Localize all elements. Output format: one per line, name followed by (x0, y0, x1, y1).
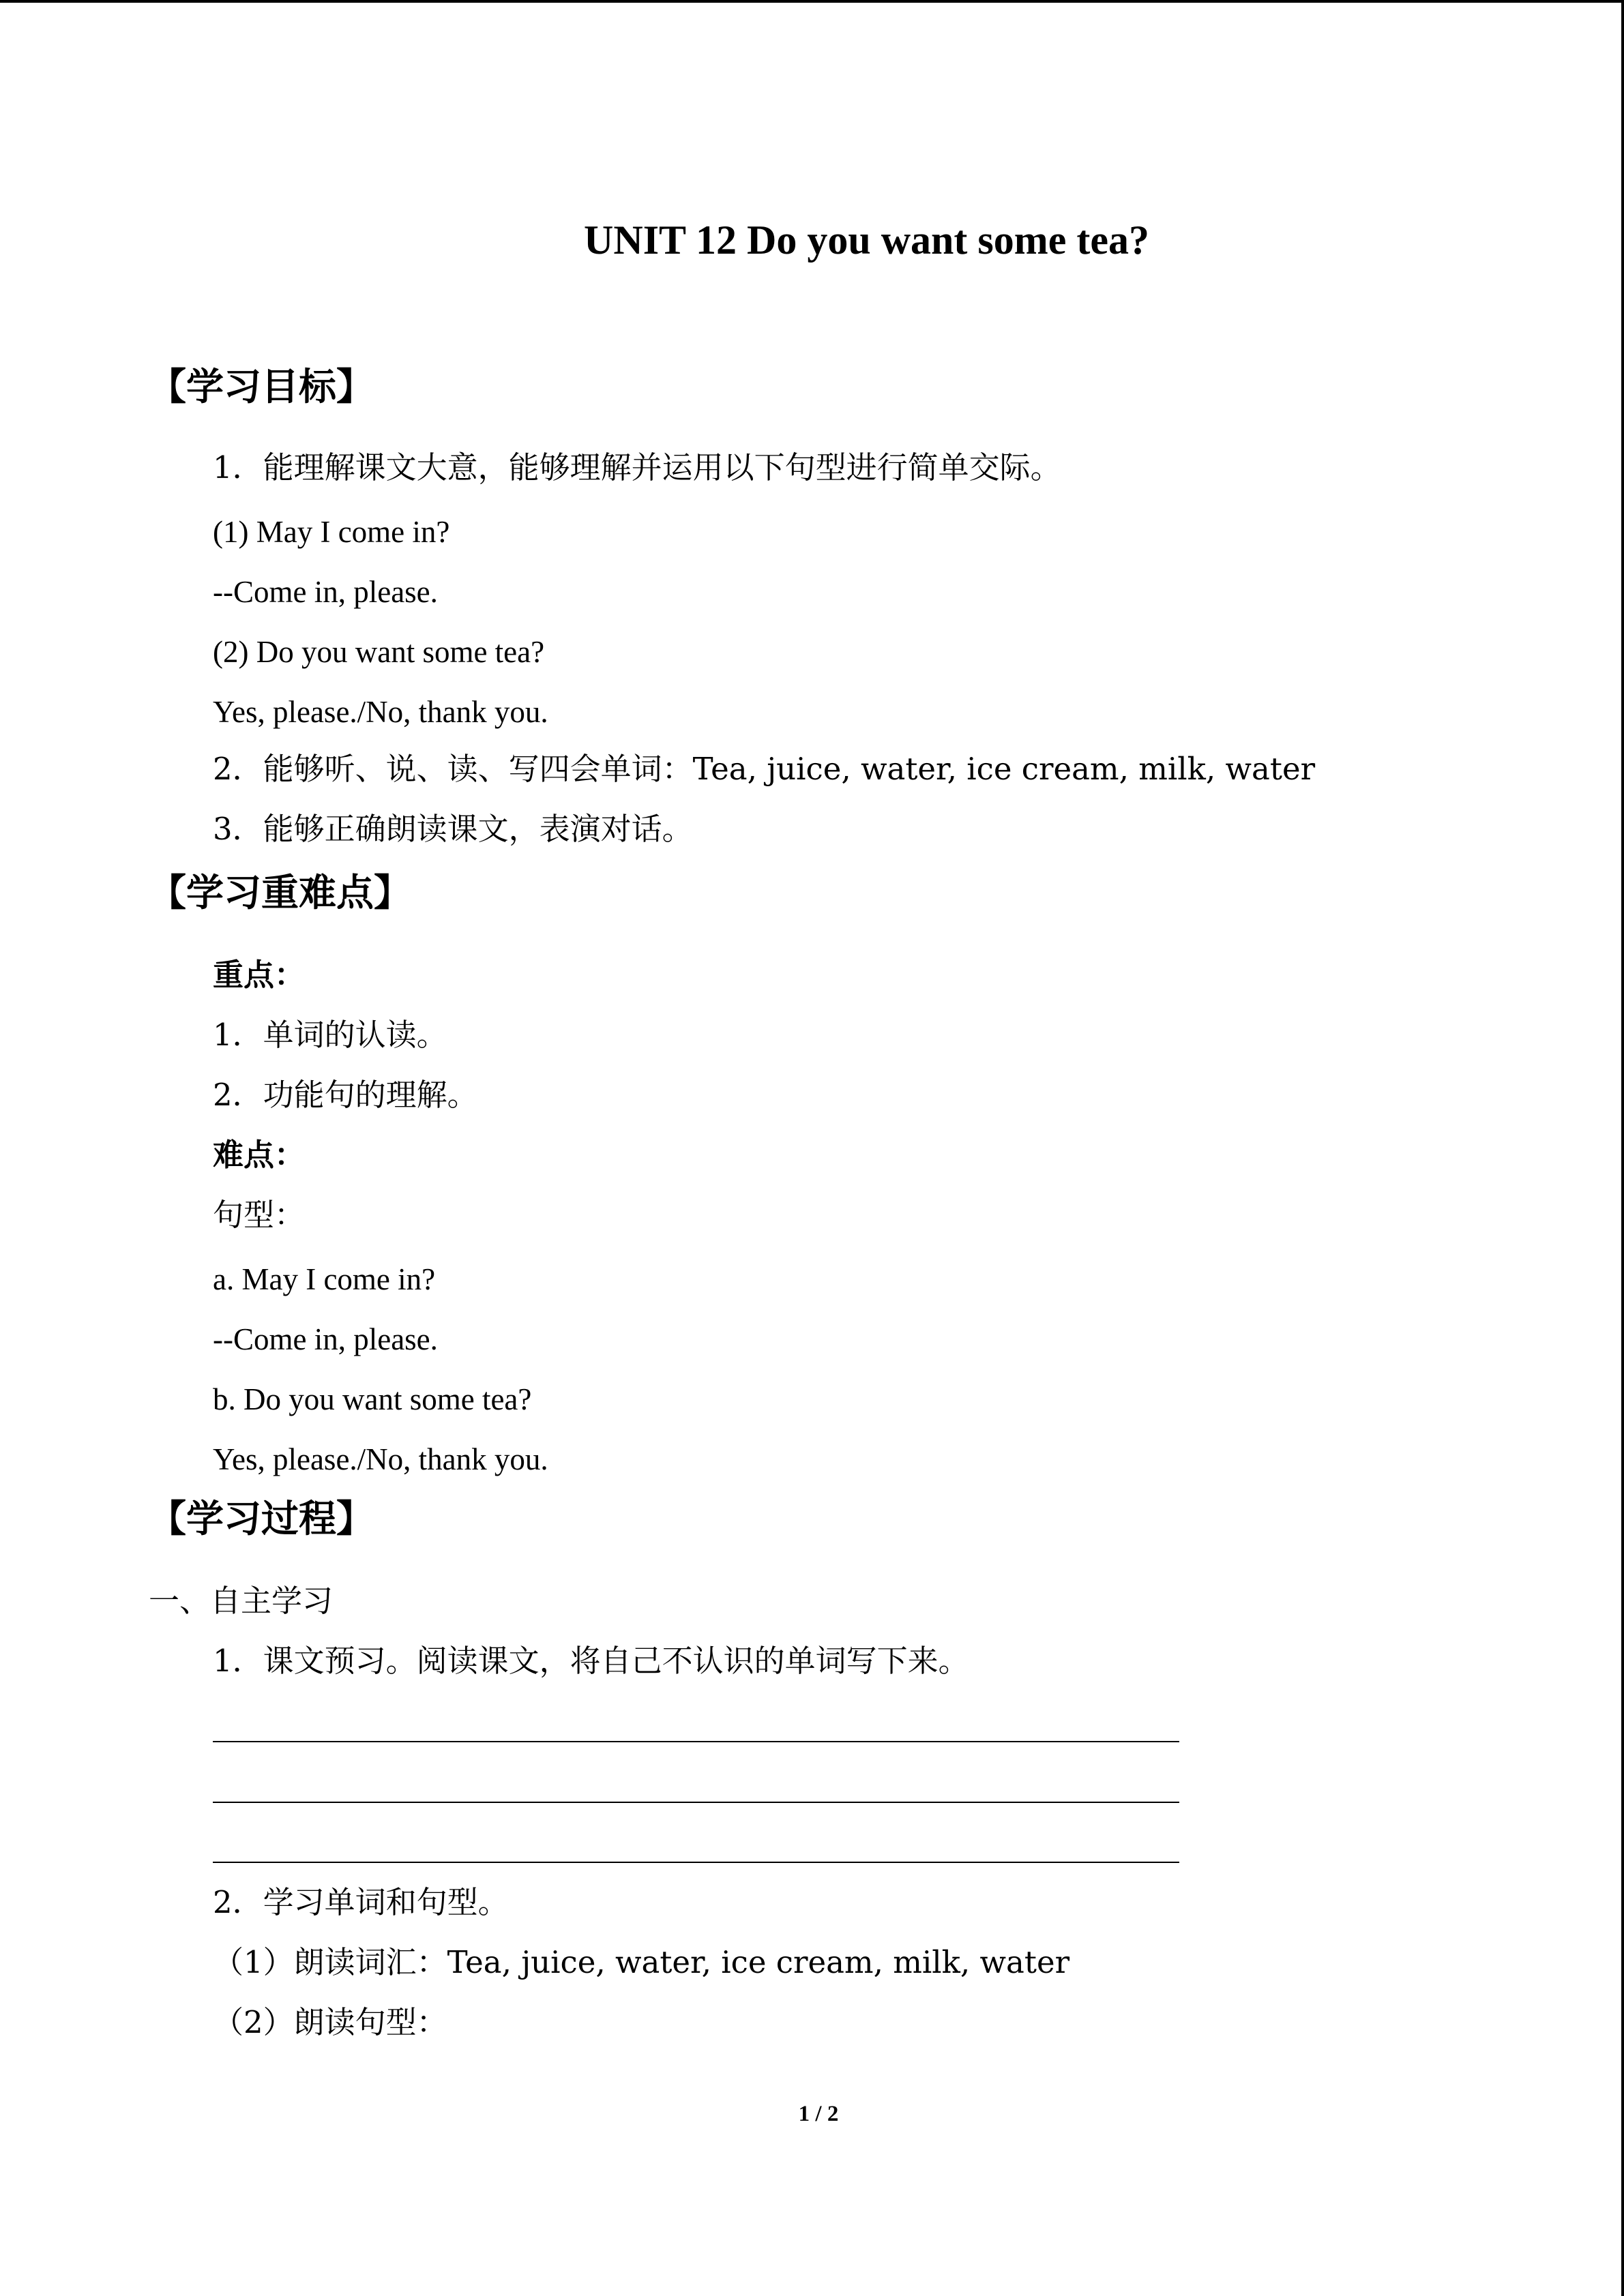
process-heading: 【学习过程】 (149, 1497, 374, 1540)
process-step-1: 1．课文预习。阅读课文，将自己不认识的单词写下来。 (213, 1643, 969, 1679)
page-top-border (0, 0, 1624, 3)
process-subheading: 一、自主学习 (149, 1583, 334, 1619)
process-step-2-item-1: （1）朗读词汇：Tea, juice, water, ice cream, milk, water (213, 1944, 1070, 1980)
difficult-line-4: b. Do you want some tea? (213, 1382, 532, 1416)
difficult-line-1: 句型： (213, 1197, 306, 1233)
key-line-1: 1．单词的认读。 (213, 1017, 447, 1053)
objective-line-6: 2．能够听、说、读、写四会单词：Tea, juice, water, ice cream, milk, water (213, 751, 1316, 787)
page-right-border (1621, 0, 1624, 2296)
objective-line-7: 3．能够正确朗读课文，表演对话。 (213, 811, 693, 847)
objective-line-5: Yes, please./No, thank you. (213, 695, 548, 729)
objectives-heading: 【学习目标】 (149, 365, 374, 408)
difficult-line-3: --Come in, please. (213, 1322, 438, 1356)
objective-line-1: 1．能理解课文大意，能够理解并运用以下句型进行简单交际。 (213, 449, 1061, 486)
key-points-heading: 【学习重难点】 (149, 871, 412, 914)
difficult-line-2: a. May I come in? (213, 1262, 436, 1296)
answer-line-3[interactable] (213, 1862, 1179, 1863)
objective-line-4: (2) Do you want some tea? (213, 635, 545, 669)
key-label: 重点： (213, 957, 306, 993)
difficult-label: 难点： (213, 1137, 306, 1173)
objective-line-2: (1) May I come in? (213, 515, 450, 549)
answer-line-2[interactable] (213, 1802, 1179, 1803)
process-step-2: 2．学习单词和句型。 (213, 1884, 509, 1920)
page-number: 1 / 2 (798, 2102, 839, 2126)
objective-line-3: --Come in, please. (213, 575, 438, 609)
answer-line-1[interactable] (213, 1741, 1179, 1742)
page-title: UNIT 12 Do you want some tea? (584, 218, 1149, 263)
process-step-2-item-2: （2）朗读句型： (213, 2004, 447, 2040)
difficult-line-5: Yes, please./No, thank you. (213, 1442, 548, 1476)
key-line-2: 2．功能句的理解。 (213, 1077, 478, 1113)
